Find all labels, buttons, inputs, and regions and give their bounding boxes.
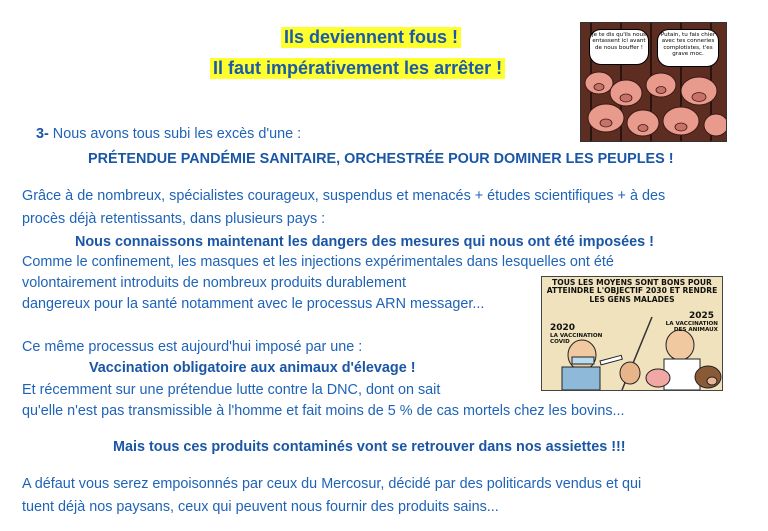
vaccine-cartoon-year-left: 2020 <box>550 323 576 333</box>
vaccine-cartoon-caption-left: LA VACCINATION COVID <box>550 333 603 346</box>
emphasis-vaccination: Vaccination obligatoire aux animaux d'élevage ! <box>89 360 416 376</box>
paragraph4-line1: A défaut vous serez empoisonnés par ceux du Mercosur, décidé par des politicards vendus et qui <box>22 476 642 492</box>
title-line-2: Il faut impérativement les arrêter ! <box>210 58 505 79</box>
paragraph3-line3: qu'elle n'est pas transmissible à l'homme et fait moins de 5 % de cas mortels chez les bovins... <box>22 403 625 419</box>
paragraph1-line1: Grâce à de nombreux, spécialistes courageux, suspendus et menacés + études scientifiques + à des <box>22 188 666 204</box>
vaccine-cartoon-caption-right: LA VACCINATION DES ANIMAUX <box>665 321 718 334</box>
paragraph1-line2: procès déjà retentissants, dans plusieurs pays : <box>22 211 326 227</box>
vaccine-cartoon-year-right: 2025 <box>688 311 714 321</box>
section-intro <box>36 124 301 144</box>
section-headline: PRÉTENDUE PANDÉMIE SANITAIRE, ORCHESTRÉE POUR DOMINER LES PEUPLES ! <box>88 151 674 167</box>
title-line-1: Ils deviennent fous ! <box>281 27 461 48</box>
paragraph3-line1: Ce même processus est aujourd'hui imposé par une : <box>22 339 363 355</box>
emphasis-dangers: Nous connaissons maintenant les dangers des mesures qui nous ont été imposées ! <box>75 234 654 250</box>
section-number: 3- <box>36 126 49 142</box>
paragraph3-line2: Et récemment sur une prétendue lutte contre la DNC, dont on sait <box>22 382 441 398</box>
section-intro-text: Nous avons tous subi les excès d'une : <box>48 126 302 142</box>
paragraph2-line3: dangereux pour la santé notamment avec le processus ARN messager... <box>22 296 485 312</box>
emphasis-assiettes: Mais tous ces produits contaminés vont se retrouver dans nos assiettes !!! <box>113 439 626 455</box>
paragraph4-line2: tuent déjà nos paysans, ceux qui peuvent nous fournir des produits sains... <box>22 499 499 515</box>
paragraph2-line1: Comme le confinement, les masques et les injections expérimentales dans lesquelles ont été <box>22 254 614 270</box>
pig-cartoon-image <box>580 22 727 142</box>
vaccine-cartoon-headline: TOUS LES MOYENS SONT BONS POUR ATTEINDRE L'OBJECTIF 2030 ET RENDRE LES GENS MALADES <box>546 278 718 304</box>
vaccine-cartoon-image <box>541 276 723 391</box>
paragraph2-line2: volontairement introduits de nombreux produits durablement <box>22 275 406 291</box>
pig-speech-bubble-right: Putain, tu fais chier avec tes conneries complotistes, t'es grave moc. <box>657 29 719 67</box>
pig-speech-bubble-left: Je te dis qu'ils nous entassent ici avant de nous bouffer ! <box>589 29 649 65</box>
